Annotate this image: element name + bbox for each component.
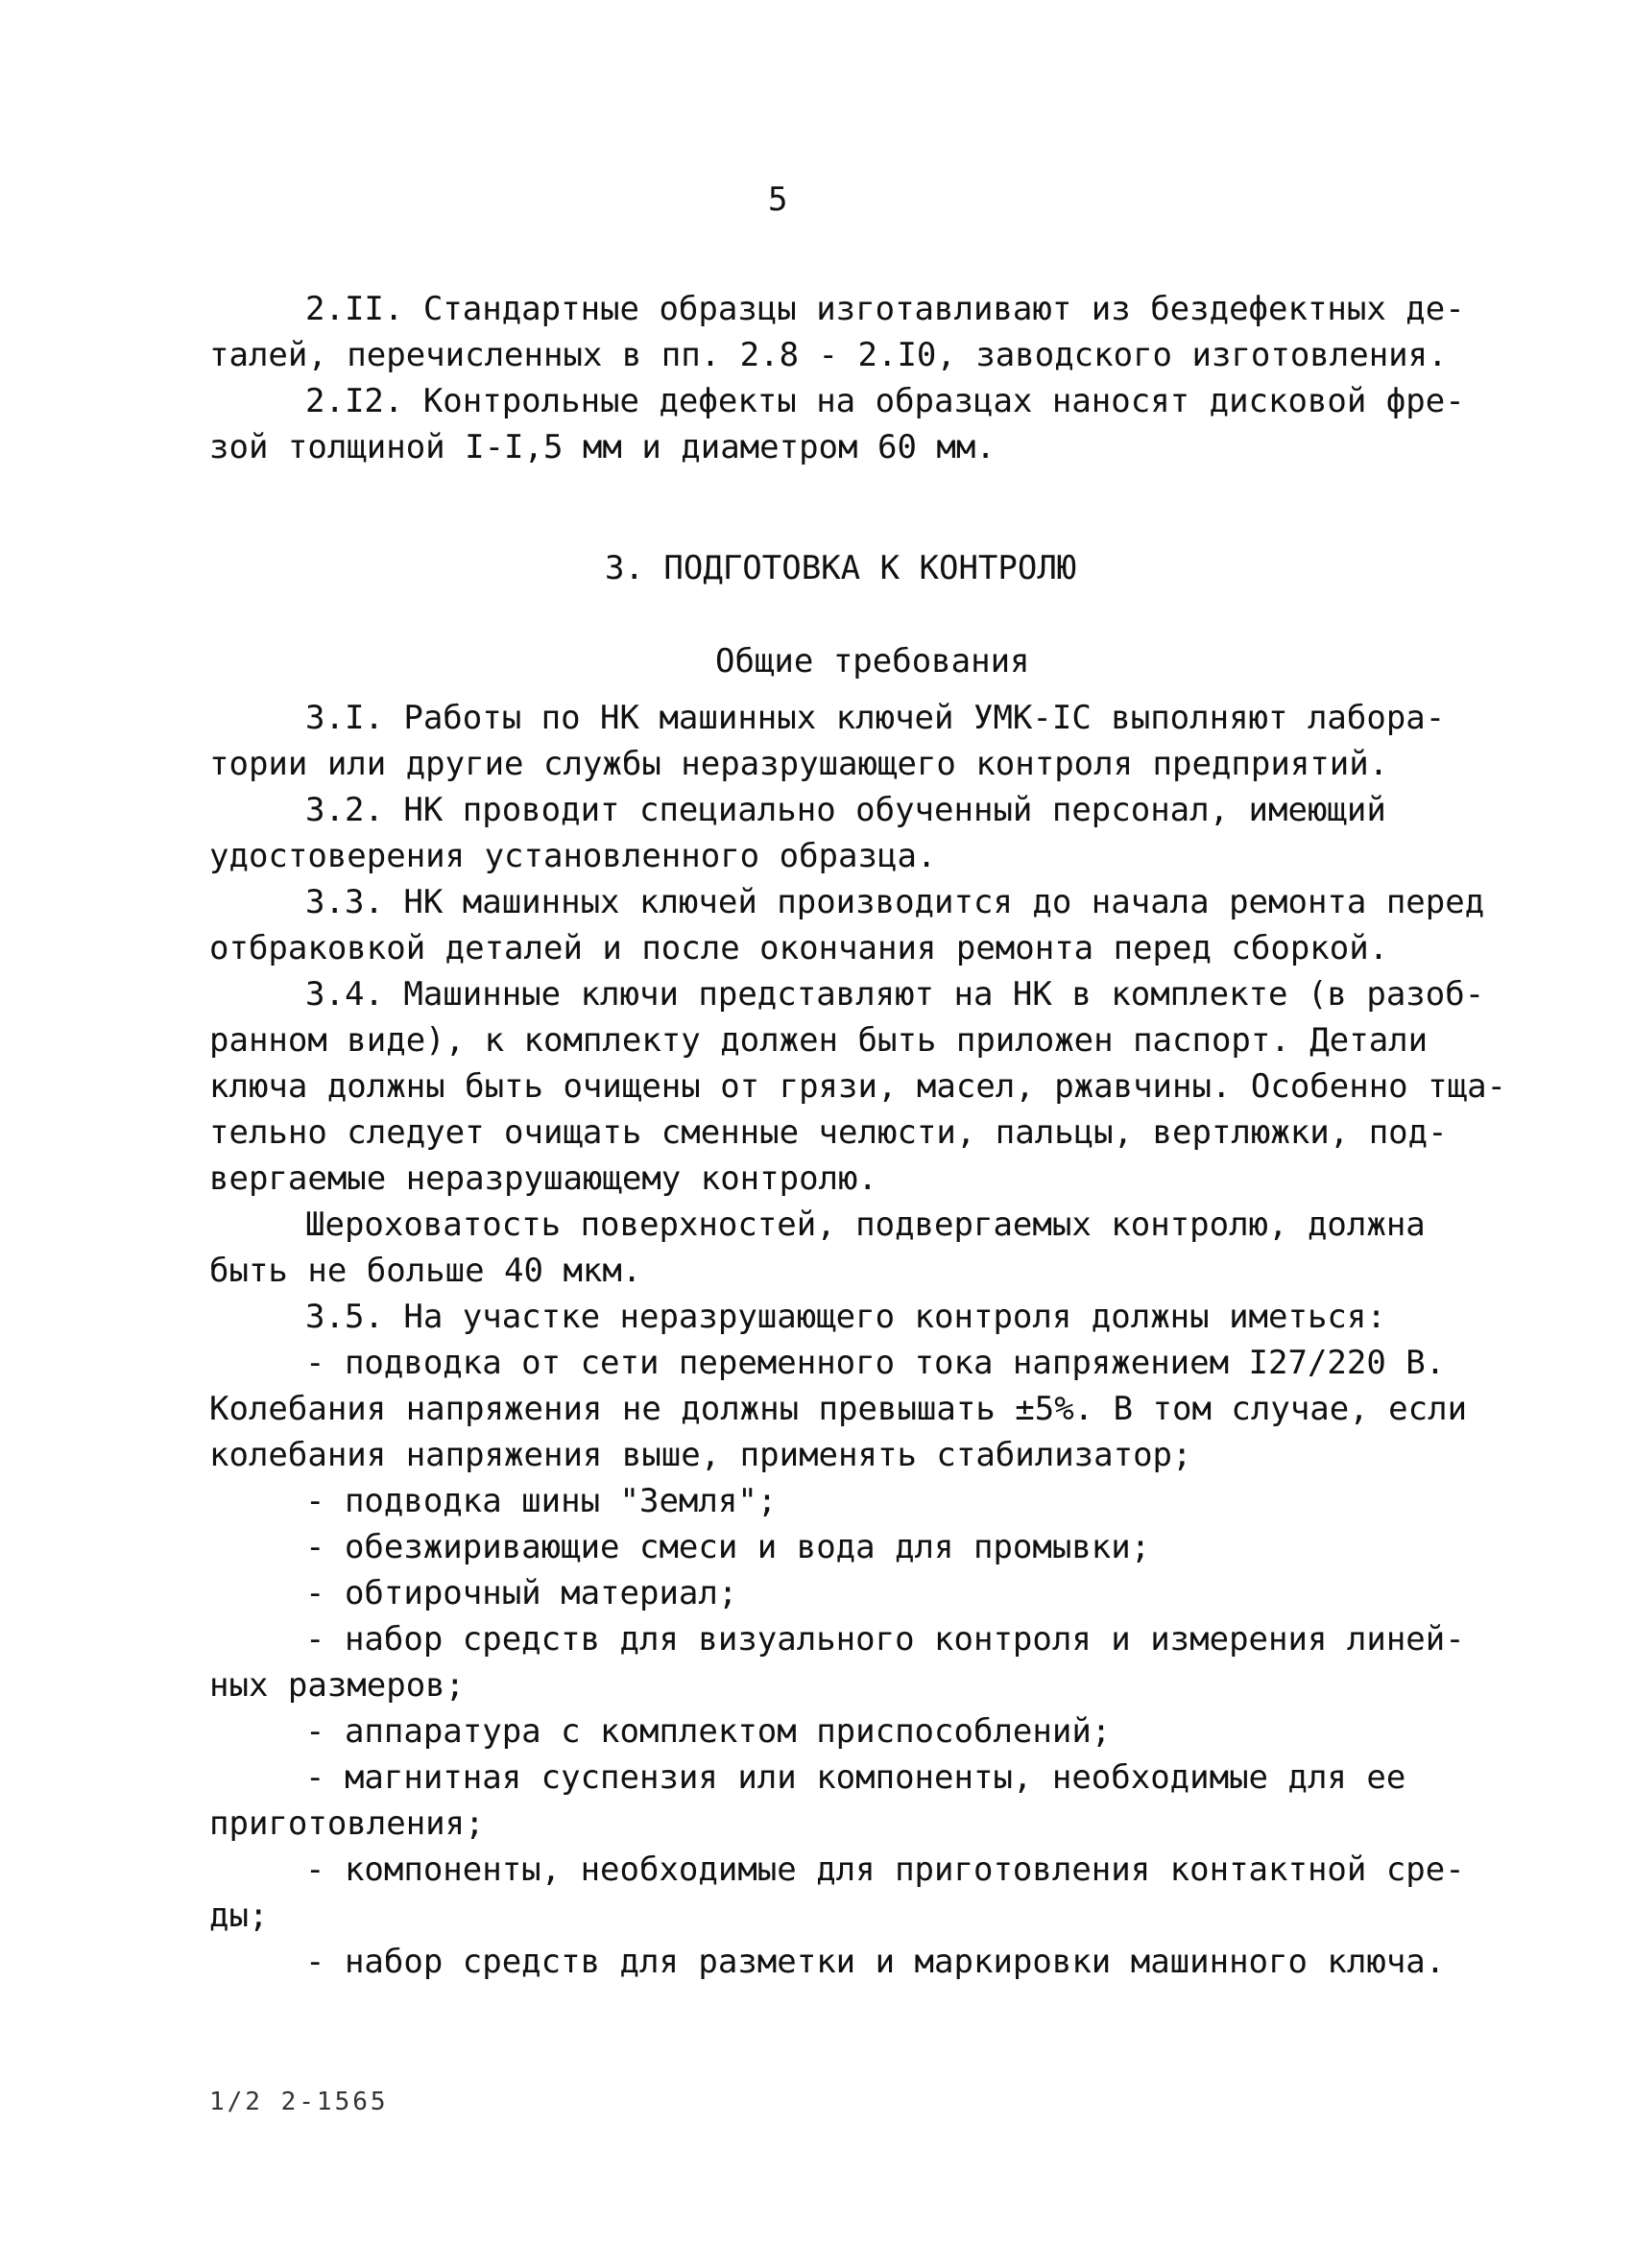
list-item-suspension-line-1: - магнитная суспензия или компоненты, необходимые для ее — [305, 1758, 1406, 1797]
list-item-visual-line-1: - набор средств для визуального контроля и измерения линей- — [305, 1620, 1465, 1659]
paragraph-3-2-line-2: удостоверения установленного образца. — [209, 837, 937, 875]
paragraph-3-4-line-2: ранном виде), к комплекту должен быть приложен паспорт. Детали — [209, 1021, 1429, 1060]
list-item-contact-medium-line-2: ды; — [209, 1897, 269, 1935]
paragraph-3-4-line-5: вергаемые неразрушающему контролю. — [209, 1159, 877, 1198]
list-item-wiping: - обтирочный материал; — [305, 1574, 738, 1612]
subsection-title: Общие требования — [715, 642, 1030, 680]
page-number: 5 — [768, 180, 788, 219]
paragraph-3-3-line-2: отбраковкой деталей и после окончания ремонта перед сборкой. — [209, 929, 1389, 967]
list-item-power-line-3: колебания напряжения выше, применять стабилизатор; — [209, 1436, 1192, 1474]
list-item-apparatus: - аппаратура с комплектом приспособлений; — [305, 1712, 1112, 1751]
list-item-ground: - подводка шины "Земля"; — [305, 1482, 778, 1520]
paragraph-2-11-line-2: талей, перечисленных в пп. 2.8 - 2.I0, заводского изготовления. — [209, 336, 1448, 374]
paragraph-3-3-line-1: 3.3. НК машинных ключей производится до начала ремонта перед — [305, 883, 1485, 921]
paragraph-3-4-line-4: тельно следует очищать сменные челюсти, пальцы, вертлюжки, под- — [209, 1113, 1448, 1152]
list-item-power-line-2: Колебания напряжения не должны превышать ±5%. В том случае, если — [209, 1390, 1468, 1428]
paragraph-roughness-line-1: Шероховатость поверхностей, подвергаемых контролю, должна — [305, 1206, 1426, 1244]
paragraph-3-4-line-3: ключа должны быть очищены от грязи, масел, ржавчины. Особенно тща- — [209, 1067, 1507, 1106]
paragraph-2-12-line-2: зой толщиной I-I,5 мм и диаметром 60 мм. — [209, 428, 996, 466]
list-item-marking: - набор средств для разметки и маркировки машинного ключа. — [305, 1943, 1446, 1981]
paragraph-3-2-line-1: 3.2. НК проводит специально обученный персонал, имеющий — [305, 791, 1386, 829]
paragraph-3-1-line-2: тории или другие службы неразрушающего контроля предприятий. — [209, 745, 1389, 783]
document-code: 1/2 2-1565 — [209, 2088, 389, 2116]
list-item-contact-medium-line-1: - компоненты, необходимые для приготовления контактной сре- — [305, 1850, 1465, 1889]
list-item-suspension-line-2: приготовления; — [209, 1804, 485, 1843]
list-item-visual-line-2: ных размеров; — [209, 1666, 466, 1705]
paragraph-3-1-line-1: 3.I. Работы по НК машинных ключей УМК-IC выполняют лабора- — [305, 699, 1446, 737]
list-item-degreasing: - обезжиривающие смеси и вода для промывки; — [305, 1528, 1151, 1566]
paragraph-3-5-line-1: 3.5. На участке неразрушающего контроля должны иметься: — [305, 1298, 1386, 1336]
paragraph-2-12-line-1: 2.I2. Контрольные дефекты на образцах наносят дисковой фре- — [305, 382, 1465, 420]
paragraph-3-4-line-1: 3.4. Машинные ключи представляют на НК в комплекте (в разоб- — [305, 975, 1485, 1014]
list-item-power-line-1: - подводка от сети переменного тока напряжением I27/220 В. — [305, 1344, 1446, 1382]
paragraph-roughness-line-2: быть не больше 40 мкм. — [209, 1252, 642, 1290]
paragraph-2-11-line-1: 2.II. Стандартные образцы изготавливают из бездефектных де- — [305, 290, 1465, 328]
section-title: 3. ПОДГОТОВКА К КОНТРОЛЮ — [605, 549, 1077, 587]
